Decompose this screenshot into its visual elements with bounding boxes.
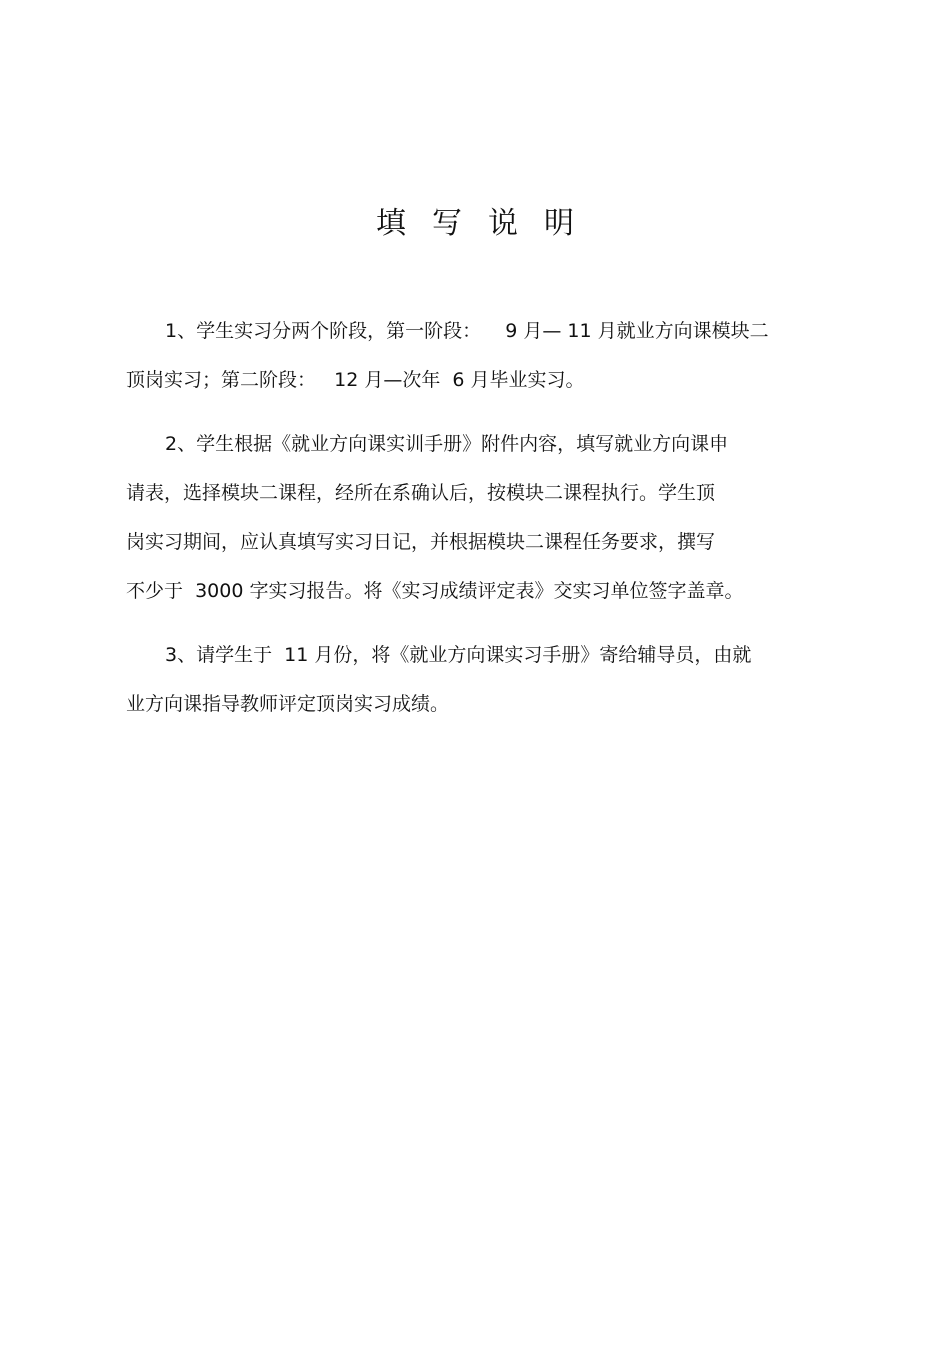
paragraph-1-line-1: 1、学生实习分两个阶段，第一阶段： 9 月— 11 月就业方向课模块二 bbox=[165, 320, 769, 342]
page-title: 填写说明 bbox=[376, 206, 600, 242]
paragraph-2-line-2: 请表，选择模块二课程，经所在系确认后，按模块二课程执行。学生顶 bbox=[126, 482, 716, 504]
paragraph-1-line-2: 顶岗实习；第二阶段： 12 月—次年 6 月毕业实习。 bbox=[126, 369, 585, 391]
paragraph-2-line-1: 2、学生根据《就业方向课实训手册》附件内容，填写就业方向课申 bbox=[165, 433, 729, 455]
paragraph-2-line-4: 不少于 3000 字实习报告。将《实习成绩评定表》交实习单位签字盖章。 bbox=[126, 580, 744, 602]
paragraph-2-line-3: 岗实习期间，应认真填写实习日记，并根据模块二课程任务要求，撰写 bbox=[126, 531, 716, 553]
paragraph-3-line-2: 业方向课指导教师评定顶岗实习成绩。 bbox=[126, 693, 450, 715]
paragraph-3-line-1: 3、请学生于 11 月份，将《就业方向课实习手册》寄给辅导员，由就 bbox=[165, 644, 752, 666]
